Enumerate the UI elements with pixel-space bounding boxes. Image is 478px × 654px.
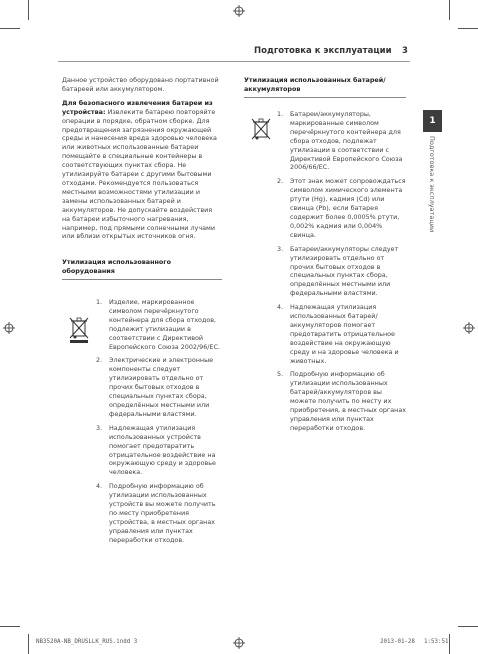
list-item-number: 1.: [96, 298, 103, 306]
section-divider: [244, 97, 406, 98]
list-item-text: Подробную информацию об утилизации использованных устройств вы можете получить по месту приобретения устройства, в местных органах управления или пунктах переработки отходов.: [109, 482, 216, 544]
list-item-text: Надлежащая утилизация использованных устройств помогает предотвратить отрицательное воздействие на окружающую среду и здоровье человека.: [109, 423, 216, 477]
list-item: [277, 303, 409, 365]
intro-paragraph: Данное устройство оборудовано портативной батареей или аккумулятором.: [62, 76, 219, 93]
list-item-number: 4.: [96, 482, 103, 491]
page-header-title: Подготовка к эксплуатации: [254, 46, 392, 56]
equipment-list: [96, 298, 224, 545]
list-item: [96, 298, 224, 351]
list-item: [96, 424, 224, 477]
batteries-section-title: Утилизация использованных батарей/аккумуляторов: [244, 76, 386, 93]
equipment-section-title: Утилизация использованного оборудования: [62, 258, 172, 276]
list-item-number: 5.: [277, 370, 284, 379]
safe-removal-text: Извлеките батарею повторяйте операции в порядке, обратном сборке. Для предотвращения загрязнения окружающей среды и нанесения вреда здоровью человека или животных использованные батареи помещайте в специальные контейнеры в соответствующих пунктах сбора. Не утилизируйте батареи с другими бытовыми отходами. Рекомендуется пользоваться местными возможностями утилизации и замены использованных батарей и аккумуляторов. Не допускайте воздействия на батареи избыточного нагревания, например, под прямыми солнечными лучами или вблизи открытых источников огня.: [62, 107, 217, 241]
footer-time: 1:53:51: [424, 639, 449, 645]
registration-mark-icon: [3, 322, 15, 334]
list-item: [277, 370, 409, 432]
list-item-text: Надлежащая утилизация использованных батарей/аккумуляторов помогает предотвратить отрицательное воздействие на окружающую среду и на здоровье человека и животных.: [290, 303, 399, 365]
chapter-number: 1: [423, 110, 442, 132]
page-number: 3: [402, 46, 408, 56]
safe-removal-title: Для безопасного извлечения батареи из устройства:: [62, 98, 213, 116]
crop-mark: [0, 626, 20, 627]
registration-mark-icon: [233, 637, 245, 649]
list-item-text: Этот знак может сопровождаться символом химического элемента ртути (Hg), кадмия (Cd) или свинца (Pb), если батарея содержит более 0,0005% ртути, 0,002% кадмия или 0,004% свинца.: [290, 177, 406, 239]
list-item-text: Электрические и электронные компоненты следует утилизировать отдельно от прочих бытовых отходов в специальных пунктах сбора, определённых местными или федеральными властями.: [109, 356, 214, 418]
list-item-number: 3.: [96, 423, 103, 432]
registration-mark-icon: [233, 5, 245, 17]
crop-mark: [458, 28, 478, 29]
list-item: [96, 356, 224, 418]
safe-removal-paragraph: [62, 99, 222, 242]
list-item-text: Батареи/аккумуляторы, маркированные символом перечёркнутого контейнера для сбора отходов, подлежат утилизации в соответствии с Директивой Европейского Союза 2006/66/EC.: [290, 110, 403, 172]
list-item-text: Изделие, маркированное символом перечёркнутого контейнера для сбора отходов, подлежит утилизации в соответствии с Директивой Европейского Союза 2002/96/EC.: [109, 298, 220, 351]
list-item-number: 3.: [277, 244, 284, 253]
crossed-bin-icon: [68, 316, 90, 344]
list-item-text: Подробную информацию об утилизации использованных батарей/аккумуляторов вы можете получить по месту их приобретения, в местных органах управления или пунктах переработки отходов.: [290, 370, 407, 432]
crossed-bin-icon: [250, 117, 272, 145]
crop-mark: [28, 0, 29, 20]
registration-mark-icon: [463, 322, 475, 334]
list-item: [277, 177, 409, 239]
list-item-number: 2.: [277, 177, 284, 186]
section-divider: [62, 279, 222, 280]
crop-mark: [449, 634, 450, 654]
crop-mark: [0, 28, 20, 29]
battery-list-container: [277, 110, 409, 438]
footer-file: NB3520A-NB_DRUSLLK_RUS.indd 3: [36, 639, 138, 645]
list-item: [277, 110, 409, 172]
list-item-text: Батареи/аккумуляторы следует утилизировать отдельно от прочих бытовых отходов в специальных пунктах сбора, определённых местными или федеральными властями.: [290, 244, 399, 298]
crop-mark: [449, 0, 450, 20]
left-column: [62, 76, 222, 286]
equipment-list-container: [96, 298, 224, 550]
crop-mark: [28, 634, 29, 654]
battery-list: [277, 110, 409, 433]
list-item: [277, 245, 409, 298]
crop-mark: [458, 626, 478, 627]
footer-date: 2013-01-28: [380, 639, 415, 645]
right-column: [244, 76, 406, 104]
list-item-number: 4.: [277, 303, 284, 312]
header-divider: [58, 61, 410, 62]
list-item: [96, 482, 224, 544]
chapter-label: Подготовка к эксплуатации: [428, 136, 436, 233]
list-item-number: 2.: [96, 356, 103, 365]
list-item-number: 1.: [277, 110, 284, 118]
